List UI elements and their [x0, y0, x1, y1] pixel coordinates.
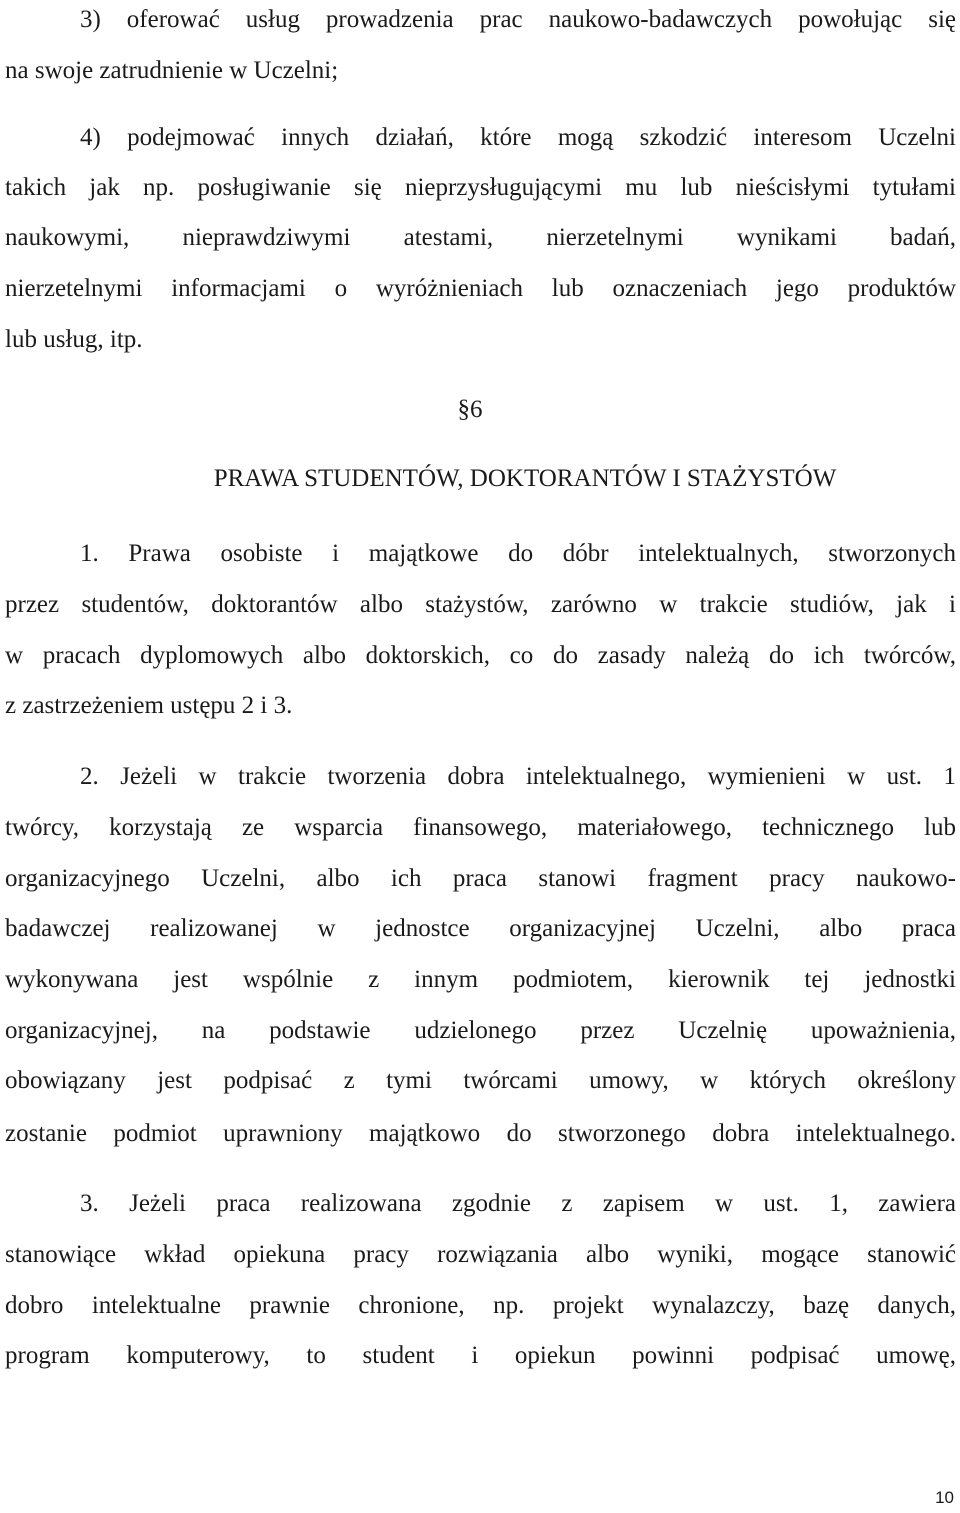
- text-line: dobro intelektualne prawnie chronione, np. projekt wynalazczy, bazę danych,: [5, 1292, 956, 1319]
- text-line: organizacyjnego Uczelni, albo ich praca stanowi fragment pracy naukowo-: [5, 865, 956, 892]
- text-line: wykonywana jest wspólnie z innym podmiotem, kierownik tej jednostki: [5, 966, 956, 993]
- text-line: 2. Jeżeli w trakcie tworzenia dobra intelektualnego, wymienieni w ust. 1: [80, 763, 956, 790]
- section-number: §6: [457, 396, 483, 423]
- text-line: z zastrzeżeniem ustępu 2 i 3.: [5, 692, 293, 719]
- text-line: obowiązany jest podpisać z tymi twórcami umowy, w których określony: [5, 1067, 956, 1094]
- text-line: zostanie podmiot uprawniony majątkowo do stworzonego dobra intelektualnego.: [5, 1120, 956, 1147]
- text-line: organizacyjnej, na podstawie udzielonego przez Uczelnię upoważnienia,: [5, 1017, 956, 1044]
- text-line: badawczej realizowanej w jednostce organizacyjnej Uczelni, albo praca: [5, 915, 956, 942]
- text-line: na swoje zatrudnienie w Uczelni;: [5, 57, 339, 84]
- text-line: 3. Jeżeli praca realizowana zgodnie z zapisem w ust. 1, zawiera: [80, 1190, 956, 1217]
- text-line: 3) oferować usług prowadzenia prac naukowo-badawczych powołując się: [80, 6, 956, 33]
- text-line: program komputerowy, to student i opiekun powinni podpisać umowę,: [5, 1342, 956, 1369]
- text-line: przez studentów, doktorantów albo stażystów, zarówno w trakcie studiów, jak i: [5, 591, 956, 618]
- text-line: lub usług, itp.: [5, 326, 143, 353]
- text-line: nierzetelnymi informacjami o wyróżnieniach lub oznaczeniach jego produktów: [5, 275, 956, 302]
- page-number: 10: [935, 1488, 954, 1507]
- text-line: takich jak np. posługiwanie się nieprzysługującymi mu lub nieścisłymi tytułami: [5, 174, 956, 201]
- text-line: 1. Prawa osobiste i majątkowe do dóbr intelektualnych, stworzonych: [80, 540, 956, 567]
- section-title: PRAWA STUDENTÓW, DOKTORANTÓW I STAŻYSTÓW: [213, 465, 837, 492]
- text-line: twórcy, korzystają ze wsparcia finansowego, materiałowego, technicznego lub: [5, 814, 956, 841]
- text-line: w pracach dyplomowych albo doktorskich, co do zasady należą do ich twórców,: [5, 642, 956, 669]
- text-line: stanowiące wkład opiekuna pracy rozwiązania albo wyniki, mogące stanowić: [5, 1241, 956, 1268]
- text-line: naukowymi, nieprawdziwymi atestami, nierzetelnymi wynikami badań,: [5, 224, 956, 251]
- text-line: 4) podejmować innych działań, które mogą szkodzić interesom Uczelni: [80, 124, 956, 151]
